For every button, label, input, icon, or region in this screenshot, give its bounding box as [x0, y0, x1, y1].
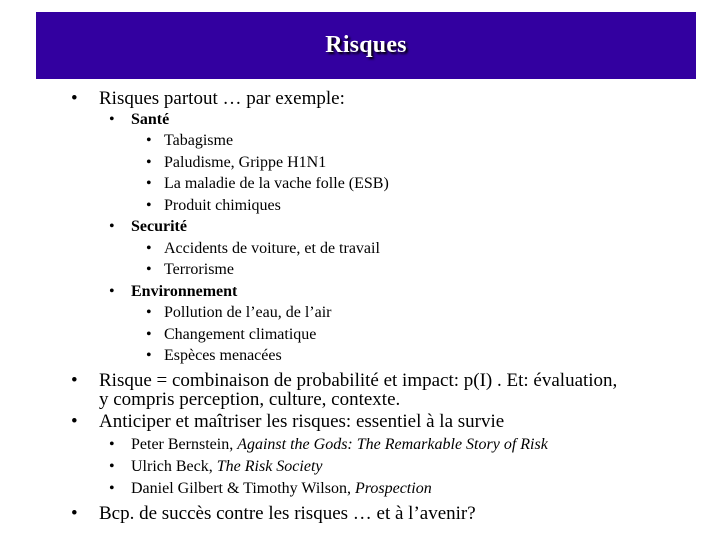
bullet-glyph: • [109, 283, 115, 300]
bullet-glyph: • [71, 503, 78, 524]
bullet-glyph: • [109, 480, 115, 497]
reference-title: Prospection [354, 480, 432, 497]
item-sante: Santé [131, 111, 170, 128]
item-anticiper: Anticiper et maîtriser les risques: essentiel à la survie [99, 411, 505, 432]
item-risque-definition-line2: y compris perception, culture, contexte. [99, 389, 401, 410]
bullet-glyph: • [109, 218, 115, 235]
slide-title: Risques [325, 32, 407, 58]
item-produit-chimiques: Produit chimiques [164, 197, 281, 214]
bullet-glyph: • [146, 175, 152, 192]
bullet-glyph: • [146, 347, 152, 364]
reference-beck [131, 457, 323, 477]
bullet-glyph: • [146, 261, 152, 278]
bullet-glyph: • [109, 458, 115, 475]
bullet-glyph: • [146, 197, 152, 214]
item-risque-definition-line1: Risque = combinaison de probabilité et impact: p(I) . Et: évaluation, [99, 370, 618, 391]
item-environnement: Environnement [131, 283, 238, 300]
reference-title: Against the Gods: The Remarkable Story of Risk [237, 436, 548, 453]
item-pollution: Pollution de l’eau, de l’air [164, 304, 332, 321]
bullet-glyph: • [146, 240, 152, 257]
bullet-glyph: • [71, 88, 78, 109]
reference-author: Ulrich Beck, [131, 458, 217, 475]
item-securite: Securité [131, 218, 187, 235]
item-climat: Changement climatique [164, 326, 317, 343]
bullet-glyph: • [109, 111, 115, 128]
reference-title: The Risk Society [216, 458, 323, 475]
item-terrorisme: Terrorisme [164, 261, 234, 278]
reference-gilbert-wilson [131, 479, 432, 499]
reference-author: Daniel Gilbert & Timothy Wilson, [131, 480, 355, 497]
title-bar [36, 12, 696, 79]
item-accidents: Accidents de voiture, et de travail [164, 240, 380, 257]
bullet-glyph: • [71, 411, 78, 432]
bullet-glyph: • [146, 304, 152, 321]
item-paludisme: Paludisme, Grippe H1N1 [164, 154, 327, 171]
item-especes: Espèces menacées [164, 347, 282, 364]
item-vache-folle: La maladie de la vache folle (ESB) [164, 175, 389, 192]
bullet-glyph: • [146, 132, 152, 149]
bullet-glyph: • [146, 154, 152, 171]
reference-bernstein [131, 435, 548, 455]
reference-author: Peter Bernstein, [131, 436, 238, 453]
bullet-glyph: • [71, 370, 78, 391]
item-bcp: Bcp. de succès contre les risques … et à l’avenir? [99, 503, 476, 524]
bullet-glyph: • [146, 326, 152, 343]
item-tabagisme: Tabagisme [164, 132, 234, 149]
item-risques-partout: Risques partout … par exemple: [99, 88, 345, 109]
bullet-glyph: • [109, 436, 115, 453]
